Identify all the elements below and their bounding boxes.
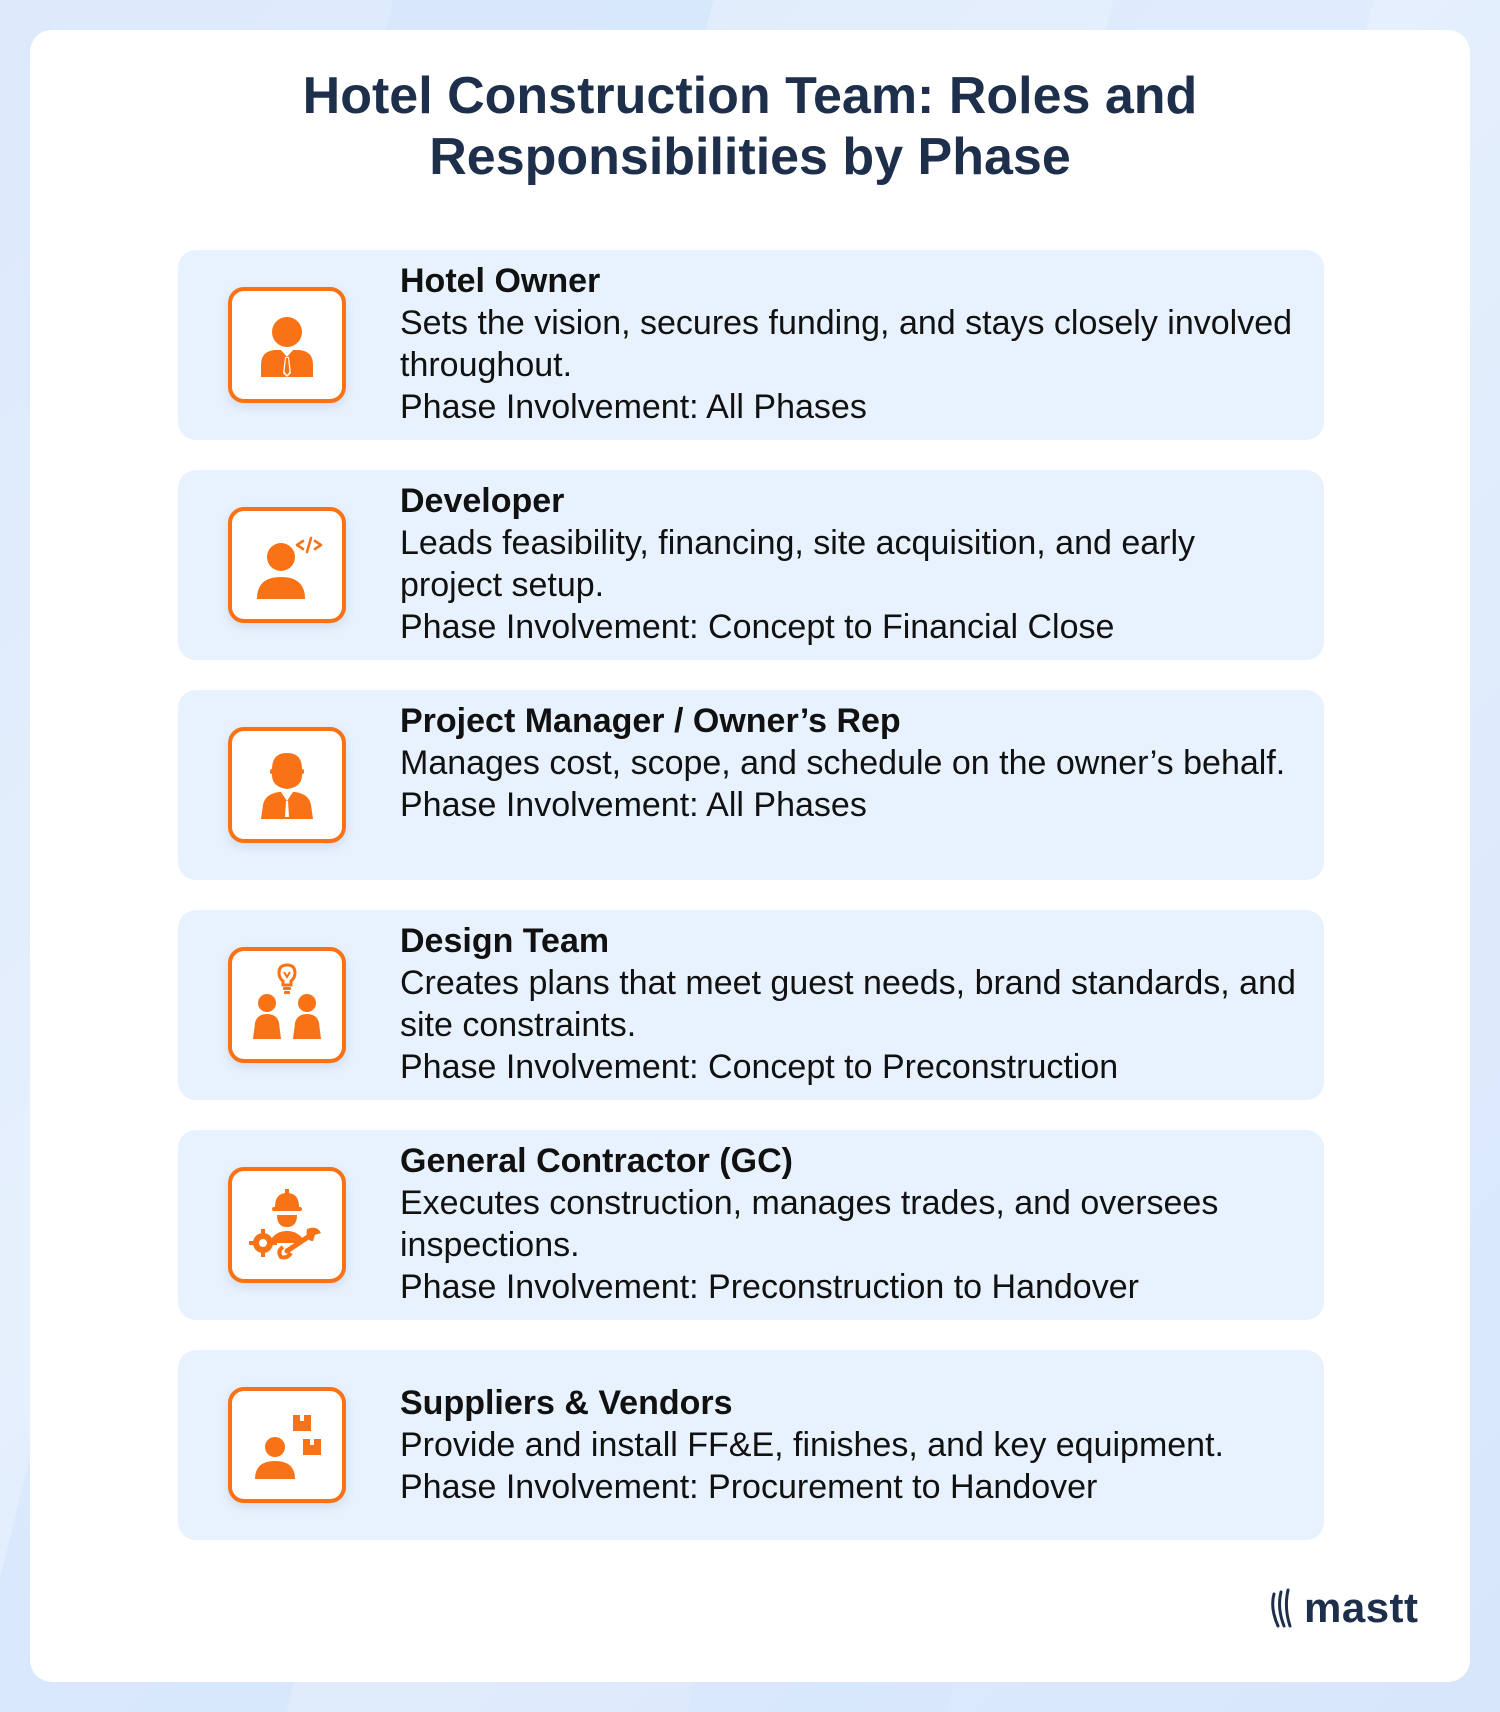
role-phase: Phase Involvement: Preconstruction to Handover xyxy=(400,1268,1139,1306)
role-text xyxy=(400,1140,1300,1308)
role-text xyxy=(400,480,1300,648)
title-line-2: Responsibilities by Phase xyxy=(429,128,1071,186)
role-title: Design Team xyxy=(400,922,610,960)
role-title: General Contractor (GC) xyxy=(400,1142,793,1180)
role-description: Executes construction, manages trades, and oversees inspections. xyxy=(400,1184,1219,1264)
team-idea-icon xyxy=(228,947,346,1063)
role-title: Suppliers & Vendors xyxy=(400,1384,733,1422)
role-phase: Phase Involvement: Procurement to Handover xyxy=(400,1468,1098,1506)
role-text xyxy=(400,920,1300,1088)
role-text xyxy=(400,1382,1300,1508)
role-description: Manages cost, scope, and schedule on the owner’s behalf. xyxy=(400,744,1286,782)
role-text xyxy=(400,700,1300,826)
role-phase: Phase Involvement: All Phases xyxy=(400,786,867,824)
role-card-design-team xyxy=(178,910,1324,1100)
role-phase: Phase Involvement: All Phases xyxy=(400,388,867,426)
role-title: Developer xyxy=(400,482,565,520)
role-card-hotel-owner xyxy=(178,250,1324,440)
manager-icon xyxy=(228,727,346,843)
role-card-suppliers-vendors xyxy=(178,1350,1324,1540)
role-description: Creates plans that meet guest needs, brand standards, and site constraints. xyxy=(400,964,1296,1044)
role-description: Provide and install FF&E, finishes, and key equipment. xyxy=(400,1426,1224,1464)
role-text xyxy=(400,260,1300,428)
role-phase: Phase Involvement: Concept to Preconstruction xyxy=(400,1048,1119,1086)
role-card-general-contractor xyxy=(178,1130,1324,1320)
mastt-logo-icon xyxy=(1268,1586,1298,1630)
role-phase: Phase Involvement: Concept to Financial Close xyxy=(400,608,1115,646)
brand-name: mastt xyxy=(1304,1584,1419,1631)
page-title xyxy=(0,66,1500,188)
role-title: Hotel Owner xyxy=(400,262,601,300)
role-card-project-manager xyxy=(178,690,1324,880)
businessman-icon xyxy=(228,287,346,403)
developer-code-icon xyxy=(228,507,346,623)
brand-logo xyxy=(1268,1584,1419,1632)
role-description: Sets the vision, secures funding, and stays closely involved throughout. xyxy=(400,304,1293,384)
contractor-tools-icon xyxy=(228,1167,346,1283)
role-title: Project Manager / Owner’s Rep xyxy=(400,702,901,740)
supplier-boxes-icon xyxy=(228,1387,346,1503)
title-line-1: Hotel Construction Team: Roles and xyxy=(302,67,1198,125)
role-card-developer xyxy=(178,470,1324,660)
role-description: Leads feasibility, financing, site acquisition, and early project setup. xyxy=(400,524,1196,604)
